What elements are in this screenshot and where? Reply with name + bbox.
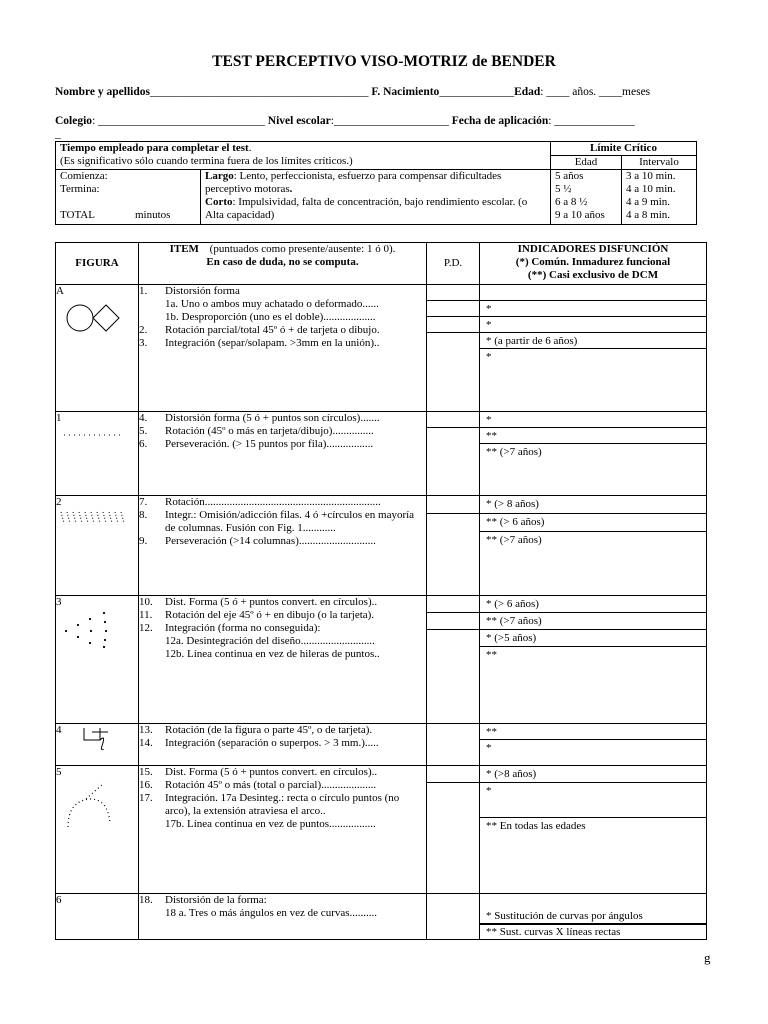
fecha-field[interactable]: : ______________ xyxy=(548,115,635,127)
item-text: Perseveración. (> 15 puntos por fila)................. xyxy=(165,438,374,450)
item-number: 2. xyxy=(139,324,148,336)
indicator: ** xyxy=(480,724,706,740)
bender-items-table xyxy=(55,242,707,940)
termina-label: Termina: xyxy=(60,183,100,195)
pd-input[interactable] xyxy=(427,412,479,428)
col-item xyxy=(139,243,427,285)
col-pd: P.D. xyxy=(427,243,480,285)
item-number: 7. xyxy=(139,496,148,508)
time-table-title-cell xyxy=(56,142,551,170)
item-number: 8. xyxy=(139,509,148,521)
list-item xyxy=(139,737,426,750)
item-text: Rotación (45º o más en tarjeta/dibujo)............... xyxy=(165,425,374,437)
item-number: 6. xyxy=(139,438,148,450)
list-item xyxy=(139,285,426,298)
nacimiento-field[interactable]: _____________ xyxy=(439,86,515,98)
pd-cell[interactable] xyxy=(427,724,480,766)
list-subitem: 17b. Línea continua en vez de puntos................. xyxy=(165,818,376,830)
limit-intervalo: 3 a 10 min. xyxy=(626,170,676,182)
pd-input[interactable] xyxy=(427,285,479,301)
largo-desc xyxy=(205,170,546,196)
times-cell[interactable] xyxy=(56,170,201,225)
list-item xyxy=(139,609,426,622)
edad-header: Edad xyxy=(551,156,622,170)
table-row xyxy=(56,285,707,412)
indicators-cell xyxy=(480,596,707,724)
col-figura: FIGURA xyxy=(56,243,139,285)
col-item-title: ITEM xyxy=(169,243,199,255)
items-cell xyxy=(139,496,427,596)
header-line-1 xyxy=(55,86,650,98)
figura-label: 3 xyxy=(56,596,62,608)
largo-dot: . xyxy=(289,183,293,195)
list-item xyxy=(139,779,426,792)
limit-intervalo: 4 a 9 min. xyxy=(626,196,670,208)
item-text: Distorsión forma (5 ó + puntos son círculos)....... xyxy=(165,412,380,424)
figura-cell xyxy=(56,724,139,766)
indicator: ** (> 6 años) xyxy=(480,514,706,532)
figura-label: 4 xyxy=(56,724,62,736)
limits-edad-cell xyxy=(551,170,622,225)
list-subitem: 1a. Uno o ambos muy achatado o deformado...... xyxy=(165,298,379,310)
list-item xyxy=(139,724,426,737)
stray-underscore: _ xyxy=(55,128,61,140)
item-text: Rotación del eje 45º ó + en dibujo (o la tarjeta). xyxy=(165,609,375,621)
item-number: 17. xyxy=(139,792,153,804)
pd-cell[interactable] xyxy=(427,766,480,894)
indicators-cell xyxy=(480,412,707,496)
limit-edad: 6 a 8 ½ xyxy=(555,196,588,208)
item-text: Rotación (de la figura o parte 45º, o de tarjeta). xyxy=(165,724,373,736)
pd-cell[interactable] xyxy=(427,496,480,596)
figura-cell xyxy=(56,285,139,412)
table-row xyxy=(56,496,707,596)
colegio-field[interactable]: : _____________________________ xyxy=(92,115,265,127)
pd-input[interactable] xyxy=(427,894,479,924)
item-text: Integración. 17a Desinteg.: recta o círculo puntos (no arco), la extensión atraviesa el arco.. xyxy=(165,792,400,817)
figure-1-dotted-line-icon xyxy=(56,425,128,441)
edad-label: Edad xyxy=(514,86,541,98)
item-text: Dist. Forma (5 ó + puntos convert. en círculos).. xyxy=(165,766,378,778)
item-number: 9. xyxy=(139,535,148,547)
item-text: Integr.: Omisión/adicción filas. 4 ó +círculos en mayoría de columnas. Fusión con Fig. 1............ xyxy=(165,509,415,534)
list-item xyxy=(139,894,426,907)
indicator: * (> 6 años) xyxy=(480,596,706,613)
figura-cell xyxy=(56,766,139,894)
indicator: * Sustitución de curvas por ángulos xyxy=(480,908,706,924)
pd-input[interactable] xyxy=(427,613,479,630)
limit-intervalo: 4 a 10 min. xyxy=(626,183,676,195)
limits-intervalo-cell xyxy=(622,170,697,225)
indicators-cell xyxy=(480,724,707,766)
indicator: ** Sust. curvas X líneas rectas xyxy=(480,924,706,938)
col-ind-1: INDICADORES DISFUNCIÓN xyxy=(517,243,669,255)
limit-edad: 5 ½ xyxy=(555,183,572,195)
pd-input[interactable] xyxy=(427,724,479,740)
figura-label: 1 xyxy=(56,412,62,424)
largo-text: : Lento, perfeccionista, esfuerzo para compensar dificultades perceptivo motoras xyxy=(205,170,502,195)
indicator: ** xyxy=(486,649,497,661)
list-item xyxy=(139,425,426,438)
corto-desc xyxy=(205,196,546,222)
item-number: 5. xyxy=(139,425,148,437)
nivel-field[interactable]: :____________________ xyxy=(330,115,449,127)
item-text: Perseveración (>14 columnas)............................ xyxy=(165,535,376,547)
pd-cell[interactable] xyxy=(427,285,480,412)
list-item xyxy=(139,438,426,451)
indicators-cell xyxy=(480,285,707,412)
comienza-label: Comienza: xyxy=(60,170,108,182)
figura-cell xyxy=(56,412,139,496)
figura-cell xyxy=(56,496,139,596)
pd-input[interactable] xyxy=(427,301,479,317)
indicator: * xyxy=(480,783,706,818)
duration-description-cell xyxy=(201,170,551,225)
pd-input[interactable] xyxy=(427,766,479,783)
colegio-label: Colegio xyxy=(55,115,93,127)
table-row xyxy=(56,724,707,766)
indicator: * xyxy=(486,351,492,363)
col-item-note2: En caso de duda, no se computa. xyxy=(206,256,359,268)
indicator: ** xyxy=(480,428,706,444)
indicator: ** En todas las edades xyxy=(486,820,586,832)
indicator: * xyxy=(486,742,492,754)
indicator: * (> 8 años) xyxy=(480,496,706,514)
col-item-note: (puntuados como presente/ausente: 1 ó 0). xyxy=(209,243,396,255)
col-ind-2: (*) Común. Inmadurez funcional xyxy=(515,256,671,268)
pd-input[interactable] xyxy=(427,333,479,349)
indicator: ** (>7 años) xyxy=(486,446,542,458)
indicator: * (>8 años) xyxy=(480,766,706,783)
limit-edad: 5 años xyxy=(555,170,584,182)
table-row xyxy=(56,412,707,496)
limite-header: Límite Crítico xyxy=(551,142,697,156)
indicator: * xyxy=(480,412,706,428)
time-table xyxy=(55,141,697,225)
table-row xyxy=(56,766,707,894)
pd-input[interactable] xyxy=(427,317,479,333)
item-number: 16. xyxy=(139,779,153,791)
edad-field[interactable]: : ____ años. ____meses xyxy=(540,86,651,98)
nombre-label: Nombre y apellidos xyxy=(55,86,150,98)
figure-2-slanted-columns-icon xyxy=(56,509,128,525)
item-text: Integración (separ/solapam. >3mm en la unión).. xyxy=(165,337,380,349)
col-ind-3: (**) Casi exclusivo de DCM xyxy=(527,269,659,281)
item-text: Integración (forma no conseguida): xyxy=(165,622,321,634)
list-item xyxy=(139,792,426,818)
indicators-cell xyxy=(480,496,707,596)
list-item xyxy=(139,766,426,779)
fecha-label: Fecha de aplicación xyxy=(451,115,549,127)
pd-input[interactable] xyxy=(427,514,479,532)
page-title: TEST PERCEPTIVO VISO-MOTRIZ de BENDER xyxy=(212,53,556,70)
list-item xyxy=(139,622,426,635)
largo-label: Largo xyxy=(205,170,234,182)
pd-input[interactable] xyxy=(427,630,479,647)
items-cell xyxy=(139,724,427,766)
item-text: Dist. Forma (5 ó + puntos convert. en círculos).. xyxy=(165,596,378,608)
item-number: 15. xyxy=(139,766,153,778)
total-label: TOTAL xyxy=(60,209,95,221)
list-subitem: 18 a. Tres o más ángulos en vez de curvas.......... xyxy=(165,907,378,919)
item-number: 12. xyxy=(139,622,153,634)
intervalo-header: Intervalo xyxy=(622,156,697,170)
list-subitem: 12b. Línea continua en vez de hileras de puntos.. xyxy=(165,648,380,660)
list-subitem: 1b. Desproporción (uno es el doble)................... xyxy=(165,311,376,323)
figura-label: A xyxy=(56,285,64,297)
items-cell xyxy=(139,894,427,940)
list-item xyxy=(139,596,426,609)
item-number: 11. xyxy=(139,609,153,621)
list-subitem: 12a. Desintegración del diseño........................... xyxy=(165,635,375,647)
items-cell xyxy=(139,412,427,496)
item-text: Rotación 45º o más (total o parcial).................... xyxy=(165,779,377,791)
col-indicadores xyxy=(480,243,707,285)
limit-edad: 9 a 10 años xyxy=(555,209,605,221)
nacimiento-label: F. Nacimiento xyxy=(371,86,440,98)
list-item xyxy=(139,496,426,509)
table-row xyxy=(56,596,707,724)
item-number: 18. xyxy=(139,894,153,906)
indicator xyxy=(480,285,706,301)
indicators-cell xyxy=(480,894,707,940)
corto-text: : Impulsividad, falta de concentración, bajo rendimiento escolar. (o Alta capacidad) xyxy=(205,196,528,221)
time-table-title-dot: . xyxy=(248,142,252,154)
figura-cell xyxy=(56,894,139,940)
header-line-2 xyxy=(55,115,635,127)
indicator: * (>5 años) xyxy=(480,630,706,647)
list-item xyxy=(139,324,426,337)
item-text: Distorsión forma xyxy=(165,285,240,297)
pd-cell[interactable] xyxy=(427,412,480,496)
list-item xyxy=(139,535,426,548)
list-item xyxy=(139,412,426,425)
table-row xyxy=(56,894,707,940)
item-text: Rotación parcial/total 45º ó + de tarjeta o dibujo. xyxy=(165,324,380,336)
pd-input[interactable] xyxy=(427,596,479,613)
figura-label: 6 xyxy=(56,894,62,906)
figure-3-dotted-arrow-icon xyxy=(56,609,128,649)
items-cell xyxy=(139,596,427,724)
item-number: 10. xyxy=(139,596,153,608)
time-table-title: Tiempo empleado para completar el test xyxy=(60,142,249,154)
figura-cell xyxy=(56,596,139,724)
item-text: Distorsión de la forma: xyxy=(165,894,267,906)
item-number: 14. xyxy=(139,737,153,749)
list-item xyxy=(139,337,426,350)
item-text: Integración (separación o superpos. > 3 mm.)..... xyxy=(165,737,379,749)
minutos-label: minutos xyxy=(134,209,171,221)
indicator: ** (>7 años) xyxy=(480,613,706,630)
indicator: * xyxy=(480,317,706,333)
item-number: 4. xyxy=(139,412,148,424)
figura-label: 5 xyxy=(56,766,62,778)
indicator: ** (>7 años) xyxy=(486,534,542,546)
nombre-field[interactable]: ______________________________________ xyxy=(150,86,369,98)
item-number: 3. xyxy=(139,337,148,349)
pd-cell[interactable] xyxy=(427,894,480,940)
total-line xyxy=(60,209,196,222)
page-mark: g xyxy=(704,950,711,965)
items-cell xyxy=(139,766,427,894)
list-item xyxy=(139,509,426,535)
figure-5-dotted-arc-icon xyxy=(56,779,128,829)
corto-label: Corto xyxy=(205,196,233,208)
figure-4-box-curve-icon xyxy=(78,724,118,750)
indicator: * xyxy=(480,301,706,317)
pd-input[interactable] xyxy=(427,496,479,514)
indicators-cell xyxy=(480,766,707,894)
pd-cell[interactable] xyxy=(427,596,480,724)
figura-label: 2 xyxy=(56,496,62,508)
item-text: Rotación................................................................ xyxy=(165,496,381,508)
items-cell xyxy=(139,285,427,412)
pd-input[interactable] xyxy=(427,783,479,818)
time-table-note: (Es significativo sólo cuando termina fuera de los límites críticos.) xyxy=(60,155,353,167)
item-number: 13. xyxy=(139,724,153,736)
figure-a-circle-diamond-icon xyxy=(56,298,126,338)
indicator: * (a partir de 6 años) xyxy=(480,333,706,349)
item-number: 1. xyxy=(139,285,148,297)
limit-intervalo: 4 a 8 min. xyxy=(626,209,670,221)
nivel-label: Nivel escolar xyxy=(267,115,331,127)
pd-input[interactable] xyxy=(427,428,479,444)
